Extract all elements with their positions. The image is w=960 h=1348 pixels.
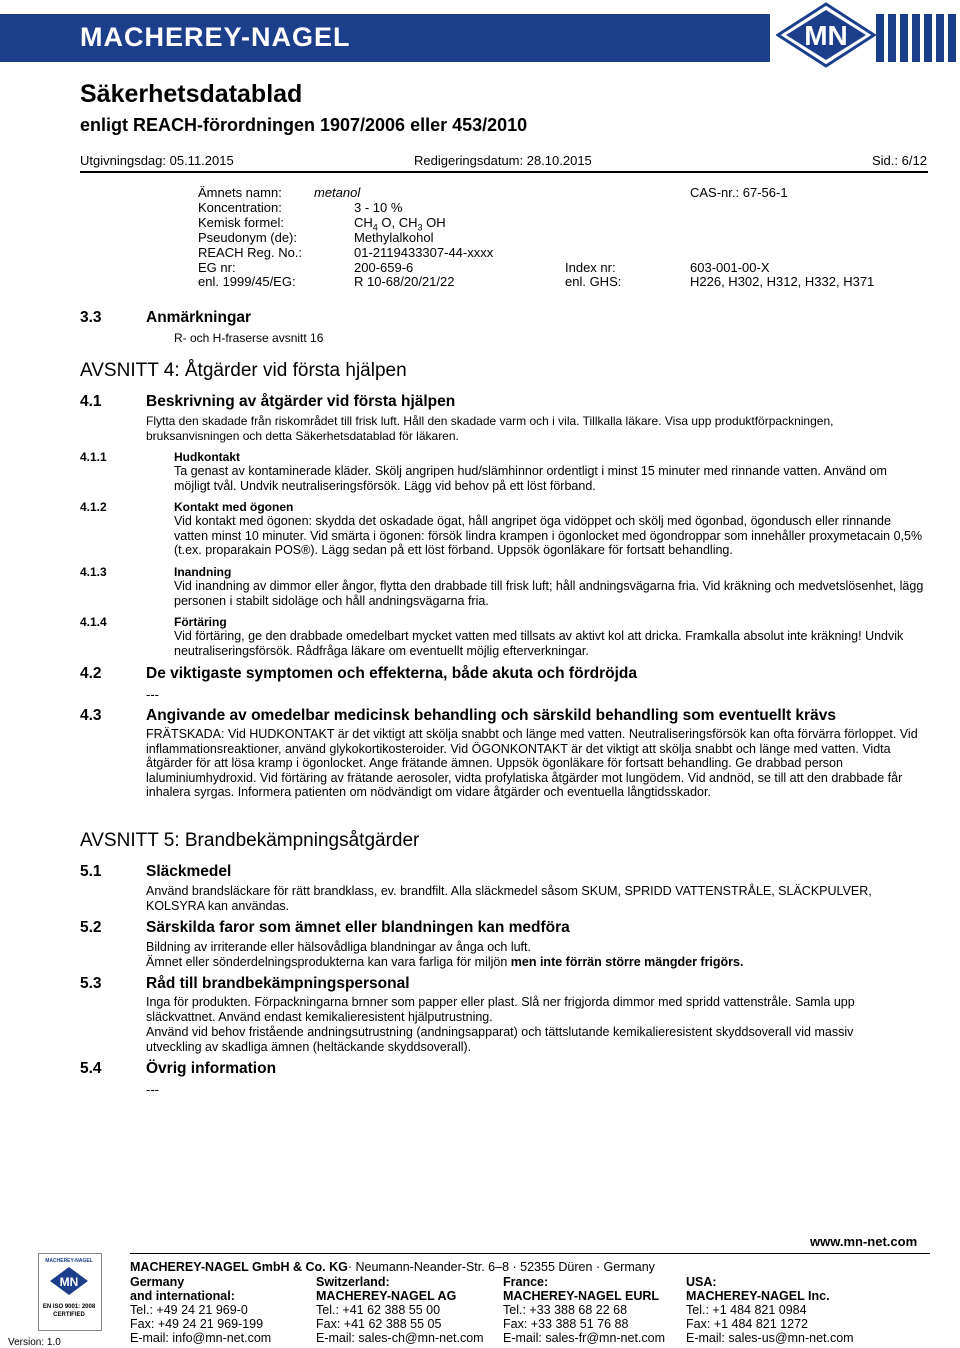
- section5-title: AVSNITT 5: Brandbekämpningsåtgärder: [80, 830, 420, 851]
- fr-fax: Fax: +33 388 51 76 88: [503, 1317, 629, 1331]
- iso-cert-badge: [38, 1253, 102, 1331]
- de-email[interactable]: E-mail: info@mn-net.com: [130, 1331, 272, 1345]
- s413-text: Vid inandning av dimmor eller ångor, flytta den drabbade till frisk luft; håll andningsvägarna fria. Vid kräkning och medvetslösenhet, lägg personen i stabilt sidoläge och håll andningsvägarna fria.: [174, 579, 924, 608]
- issue-date: Utgivningsdag: 05.11.2015: [80, 153, 234, 168]
- s412-number: 4.1.2: [80, 500, 107, 514]
- mn-logo-icon: [776, 2, 876, 68]
- s54-number: 5.4: [80, 1060, 102, 1077]
- s411-text: Ta genast av kontaminerade kläder. Skölj angripen hud/slämhinnor ordentligt i minst 15 minuter med rinnande vatten. Använd om möjligt tvål. Undvik neutraliseringsförsök. Lägg vid behov på ett löst förband.: [174, 464, 887, 493]
- substance-name: metanol: [314, 185, 361, 200]
- reach-value: 01-2119433307-44-xxxx: [354, 245, 494, 260]
- fr-email[interactable]: E-mail: sales-fr@mn-net.com: [503, 1331, 666, 1345]
- section4-title: AVSNITT 4: Åtgärder vid första hjälpen: [80, 360, 407, 381]
- s412-text: Vid kontakt med ögonen: skydda det oskadade ögat, håll angripet öga vidöppet och skölj med ögonbad, ögondusch eller rinnande vatten minst 10 minuter. Vid smärta i ögonen: försök lindra krampen i ögonlocket med ögondroppar som innehåller proxymetacain 0,5% (t.ex. proparakain POS®). Lägg sedan på ett löst förband. Uppsök ögonläkare för fortsatt behandling.: [174, 514, 923, 557]
- us-heading-2: MACHEREY-NAGEL Inc.: [686, 1289, 830, 1303]
- us-fax: Fax: +1 484 821 1272: [686, 1317, 808, 1331]
- footer-divider: [130, 1253, 930, 1254]
- de-heading-2: and international:: [130, 1289, 235, 1303]
- s414-number: 4.1.4: [80, 615, 107, 629]
- s414-title: Förtäring: [174, 615, 227, 629]
- website-link[interactable]: www.mn-net.com: [810, 1234, 918, 1249]
- fr-heading-1: France:: [503, 1275, 549, 1289]
- s414-text: Vid förtäring, ge den drabbade omedelbart mycket vatten med tillsats av aktivt kol att dricka. Framkalla absolut inte kräkning! Undvik neutraliseringsförsök. Rådfråga läkare om eventuellt möjlig efterverkningar.: [174, 629, 904, 658]
- s53-title: Råd till brandbekämpningspersonal: [146, 975, 410, 992]
- s42-title: De viktigaste symptomen och effekterna, både akuta och fördröjda: [146, 665, 637, 682]
- s41-text: Flytta den skadade från riskområdet till frisk luft. Håll den skadade varm och i vila. Tillkalla läkare. Visa upp produktförpackningen, bruksanvisningen och detta Säkerhetsdatablad för läkaren.: [146, 414, 834, 443]
- s33-text: R- och H-fraserse avsnitt 16: [174, 331, 324, 345]
- ghs-label: enl. GHS:: [565, 274, 622, 289]
- page-number: Sid.: 6/12: [872, 153, 927, 168]
- header-divider: [80, 171, 928, 173]
- ch-email[interactable]: E-mail: sales-ch@mn-net.com: [316, 1331, 484, 1345]
- s413-title: Inandning: [174, 565, 232, 579]
- substance-name-label: Ämnets namn:: [198, 185, 282, 200]
- s53-number: 5.3: [80, 975, 102, 992]
- pseudonym-label: Pseudonym (de):: [198, 230, 297, 245]
- s54-title: Övrig information: [146, 1060, 277, 1077]
- s43-number: 4.3: [80, 707, 102, 724]
- index-value: 603-001-00-X: [690, 260, 770, 275]
- document-title: Säkerhetsdatablad: [80, 80, 303, 108]
- logo-text: MN: [804, 20, 848, 51]
- s51-number: 5.1: [80, 863, 102, 880]
- s52-title: Särskilda faror som ämnet eller blandningen kan medföra: [146, 919, 570, 936]
- us-tel: Tel.: +1 484 821 0984: [686, 1303, 807, 1317]
- s51-text: Använd brandsläckare för rätt brandklass, ev. brandfilt. Alla släckmedel såsom SKUM, SPRIDD VATTENSTRÅLE, SLÄCKPULVER, KOLSYRA kan användas.: [146, 884, 872, 913]
- document-subtitle: enligt REACH-förordningen 1907/2006 eller 453/2010: [80, 115, 528, 135]
- eg-value: 200-659-6: [354, 260, 414, 275]
- s52-text1: Bildning av irriterande eller hälsovådliga blandningar av ånga och luft.: [146, 940, 531, 954]
- ch-fax: Fax: +41 62 388 55 05: [316, 1317, 442, 1331]
- s42-number: 4.2: [80, 665, 102, 682]
- de-tel: Tel.: +49 24 21 969-0: [130, 1303, 248, 1317]
- s411-number: 4.1.1: [80, 450, 107, 464]
- s411-title: Hudkontakt: [174, 450, 240, 464]
- ghs-value: H226, H302, H312, H332, H371: [690, 274, 875, 289]
- concentration-label: Koncentration:: [198, 200, 282, 215]
- eg-label: EG nr:: [198, 260, 236, 275]
- reach-label: REACH Reg. No.:: [198, 245, 303, 260]
- s41-number: 4.1: [80, 393, 102, 410]
- s33-title: Anmärkningar: [146, 309, 252, 326]
- cas-number: CAS-nr.: 67-56-1: [690, 185, 788, 200]
- company-line: MACHEREY-NAGEL GmbH & Co. KG· Neumann-Neander-Str. 6–8 · 52355 Düren · Germany: [130, 1260, 655, 1274]
- header-banner: [0, 0, 960, 70]
- s33-number: 3.3: [80, 309, 102, 326]
- s52-text2: Ämnet eller sönderdelningsprodukterna kan vara farliga för miljön men inte förrän större mängder frigörs.: [146, 955, 744, 969]
- s412-title: Kontakt med ögonen: [174, 500, 294, 514]
- s52-number: 5.2: [80, 919, 102, 936]
- directive-value: R 10-68/20/21/22: [354, 274, 455, 289]
- brand-stripes: [876, 14, 960, 62]
- us-heading-1: USA:: [686, 1275, 717, 1289]
- revision-date: Redigeringsdatum: 28.10.2015: [414, 153, 592, 168]
- fr-tel: Tel.: +33 388 68 22 68: [503, 1303, 628, 1317]
- s43-text: FRÄTSKADA: Vid HUDKONTAKT är det viktigt att skölja snabbt och länge med vatten. Neutraliseringsförsök kan ofta förvärra förloppet. Vid inflammationsreaktioner, använd glykokortikosteroider. Vid ÖGONKONTAKT är det viktigt att skölja snabbt och länge med vatten. Vidta åtgärder för att lösa kramp i ögonlocket. Ange frätande ämnen. Uppsök ögonläkare för fortsatt behandling. Ge drabbad person laluminiumhydroxid. Vid förtäring av frätande aerosoler, vidta profylatiska åtgärder mot lungödem. Vid andnöd, se till att den drabbade får inhalera syrgas. Informera patienten om nödvändigt om vidare åtgärder och eventuella långtidsskador.: [146, 727, 918, 799]
- us-email[interactable]: E-mail: sales-us@mn-net.com: [686, 1331, 854, 1345]
- index-label: Index nr:: [565, 260, 616, 275]
- formula-label: Kemisk formel:: [198, 215, 284, 230]
- version-label: Version: 1.0: [8, 1337, 61, 1348]
- s413-number: 4.1.3: [80, 565, 107, 579]
- s53-text1: Inga för produkten. Förpackningarna brnner som papper eller plast. Slå ner frigjorda dimmor med spridd vattenstråle. Samla upp släckvattnet. Använd endast kemikalieresistent hjälputrustning.: [146, 995, 855, 1024]
- pseudonym-value: Methylalkohol: [354, 230, 434, 245]
- cert-label: CERTIFIED: [53, 1312, 85, 1318]
- de-heading-1: Germany: [130, 1275, 185, 1289]
- ch-heading-2: MACHEREY-NAGEL AG: [316, 1289, 457, 1303]
- fr-heading-2: MACHEREY-NAGEL EURL: [503, 1289, 660, 1303]
- s42-text: ---: [146, 687, 159, 702]
- s43-title: Angivande av omedelbar medicinsk behandling och särskild behandling som eventuellt krävs: [146, 707, 836, 724]
- ch-tel: Tel.: +41 62 388 55 00: [316, 1303, 441, 1317]
- s41-title: Beskrivning av åtgärder vid första hjälpen: [146, 393, 456, 410]
- cert-brand: MACHEREY-NAGEL: [45, 1258, 93, 1264]
- cert-logo-icon: [49, 1266, 89, 1296]
- de-fax: Fax: +49 24 21 969-199: [130, 1317, 264, 1331]
- svg-text:MN: MN: [59, 1275, 79, 1289]
- ch-heading-1: Switzerland:: [316, 1275, 390, 1289]
- directive-label: enl. 1999/45/EG:: [198, 274, 296, 289]
- s53-text2: Använd vid behov fristående andningsutrustning (andningsapparat) och tättslutande kemikalieresistent skyddsoverall vid massiv utveckling av skadliga ämnen (heltäckande skyddsoverall).: [146, 1025, 854, 1054]
- cert-standard: EN ISO 9001: 2008: [42, 1304, 96, 1310]
- concentration-value: 3 - 10 %: [354, 200, 403, 215]
- s51-title: Släckmedel: [146, 863, 232, 880]
- formula-value: $CH_4$ O, $CH_3$ OH: [354, 215, 446, 233]
- s54-text: ---: [146, 1082, 159, 1097]
- brand-name: MACHEREY-NAGEL: [80, 22, 351, 52]
